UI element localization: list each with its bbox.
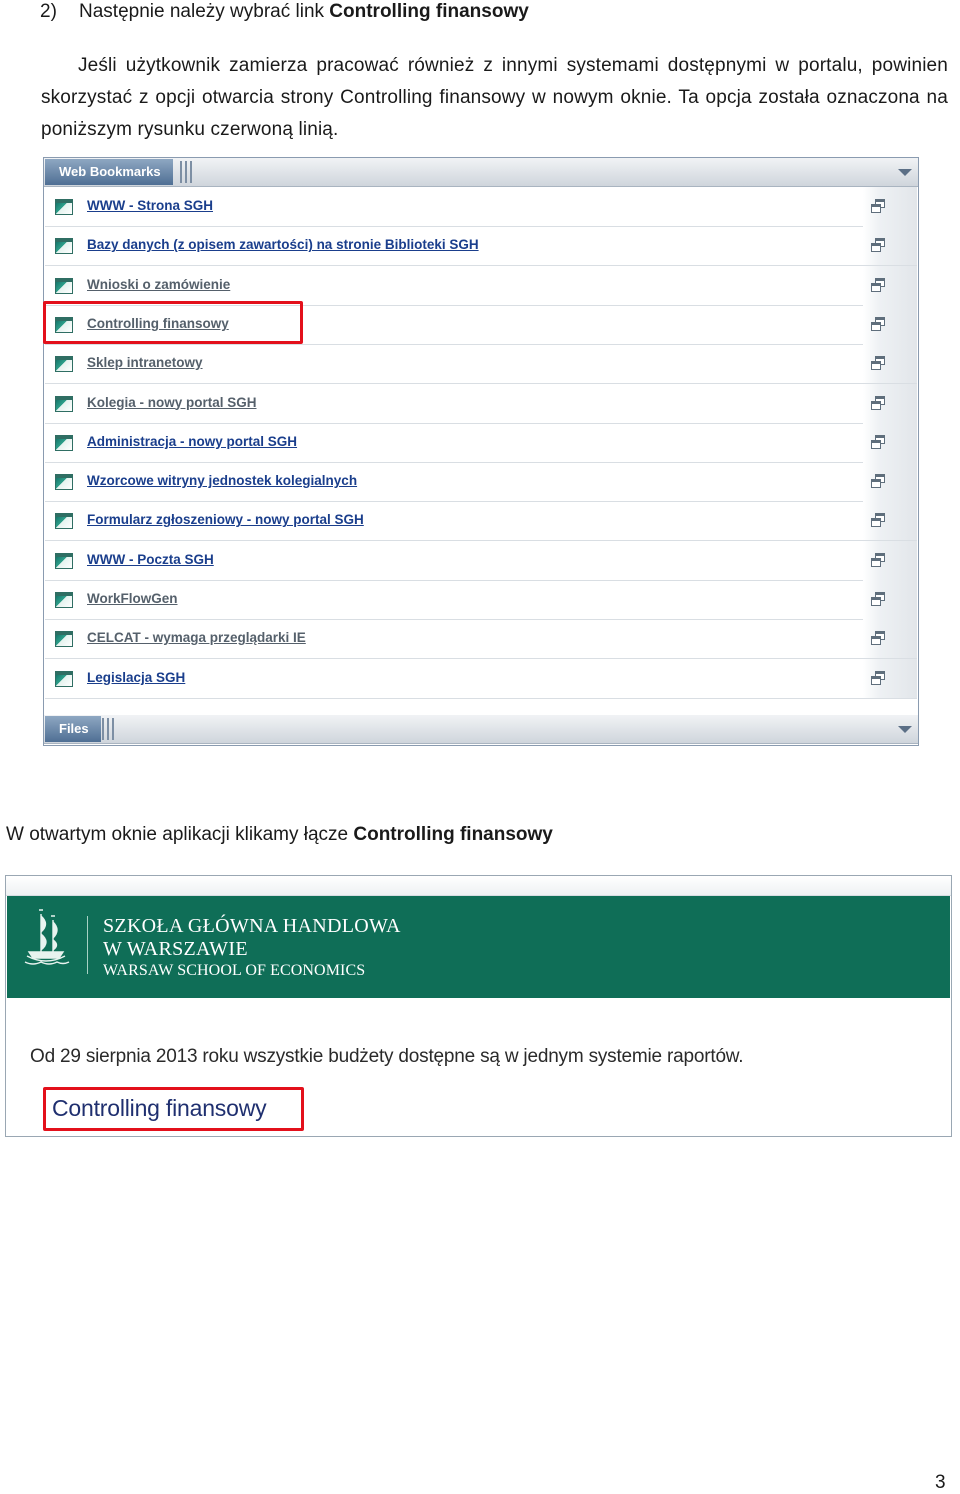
new-window-icon [871,435,885,449]
grip-icon [107,718,109,740]
grip-icon [112,718,114,740]
new-window-icon [871,278,885,292]
open-new-window-button[interactable] [863,226,917,265]
window-front-icon [871,440,881,449]
open-new-window-button[interactable] [863,423,917,462]
bookmark-icon [55,474,73,490]
bookmark-link[interactable]: Kolegia - nowy portal SGH [87,394,257,410]
bookmark-row [45,423,917,463]
open-new-window-button[interactable] [863,462,917,501]
tab-files[interactable]: Files [45,716,101,742]
bookmark-icon [55,356,73,372]
open-new-window-button[interactable] [863,187,917,226]
bookmark-link[interactable]: WWW - Poczta SGH [87,551,214,567]
banner-divider [87,916,88,974]
instruction-caption [6,822,553,848]
bookmark-icon [55,238,73,254]
caption-text: W otwartym oknie aplikacji klikamy łącze [6,824,349,845]
window-front-icon [871,243,881,252]
bookmark-row [45,541,917,581]
bookmark-link[interactable]: WWW - Strona SGH [87,198,213,213]
bookmark-link[interactable]: CELCAT - wymaga przeglądarki IE [87,630,306,646]
bookmark-link[interactable]: Bazy danych (z opisem zawartości) na stronie Biblioteki SGH [87,237,479,253]
web-bookmarks-portlet [43,157,919,746]
new-window-icon [871,671,885,685]
portlet-header [44,158,918,187]
bookmark-row [45,501,917,541]
new-window-icon [871,631,885,645]
open-new-window-button[interactable] [863,344,917,383]
budget-notice: Od 29 sierpnia 2013 roku wszystkie budżety dostępne są w jednym systemie raportów. [30,1046,744,1067]
step-emphasis: Controlling finansowy [329,1,529,22]
open-new-window-button[interactable] [863,541,917,580]
window-front-icon [871,479,881,488]
window-top-strip [6,876,951,896]
bookmark-row [45,384,917,424]
grip-icon [190,161,192,183]
open-new-window-button[interactable] [863,619,917,658]
bookmark-link[interactable]: Wzorcowe witryny jednostek kolegialnych [87,473,358,489]
open-new-window-button[interactable] [863,384,917,423]
expand-arrow-icon[interactable] [898,726,912,733]
caption-emphasis: Controlling finansowy [353,824,553,845]
window-front-icon [871,518,881,527]
bookmark-icon [55,631,73,647]
highlight-frame-link [43,1087,304,1131]
new-window-icon [871,238,885,252]
bookmark-icon [55,553,73,569]
window-front-icon [871,361,881,370]
bookmark-icon [55,396,73,412]
new-window-icon [871,592,885,606]
bookmark-link[interactable]: Administracja - nowy portal SGH [87,433,298,449]
highlight-frame-bookmark [43,301,303,344]
grip-icon [180,161,182,183]
window-front-icon [871,597,881,606]
open-new-window-button[interactable] [863,305,917,344]
bookmark-row [45,226,917,266]
window-front-icon [871,204,881,213]
new-window-icon [871,553,885,567]
new-window-icon [871,199,885,213]
bookmark-icon [55,592,73,608]
new-window-icon [871,356,885,370]
bookmark-row [45,580,917,620]
bookmark-link[interactable]: Wnioski o zamówienie [87,276,231,292]
bookmark-icon [55,435,73,451]
step-heading [40,0,529,24]
bookmark-icon [55,278,73,294]
bookmark-row [45,344,917,384]
banner-line-1: SZKOŁA GŁÓWNA HANDLOWA [103,915,401,937]
window-front-icon [871,401,881,410]
bookmark-row [45,619,917,659]
bookmark-icon [55,513,73,529]
step-text: Następnie należy wybrać link [79,1,325,22]
bookmark-link[interactable]: WorkFlowGen [87,591,178,606]
collapse-arrow-icon[interactable] [898,169,912,176]
tab-web-bookmarks[interactable]: Web Bookmarks [45,159,173,185]
controlling-finansowy-link[interactable]: Controlling finansowy [52,1095,267,1121]
bookmark-row [45,462,917,502]
grip-icon [185,161,187,183]
window-front-icon [871,676,881,685]
window-front-icon [871,636,881,645]
open-new-window-button[interactable] [863,580,917,619]
bookmark-link[interactable]: Legislacja SGH [87,669,186,685]
banner-line-3: WARSAW SCHOOL OF ECONOMICS [103,962,366,979]
sgh-banner [7,896,950,998]
open-new-window-button[interactable] [863,266,917,305]
grip-icon [102,718,104,740]
banner-line-2: W WARSZAWIE [103,938,248,960]
bookmark-link[interactable]: Sklep intranetowy [87,355,203,371]
step-number: 2) [40,1,57,22]
bookmark-link[interactable]: Formularz zgłoszeniowy - nowy portal SGH [87,512,364,528]
page-number: 3 [935,1472,946,1493]
bookmark-row [45,659,917,699]
window-front-icon [871,558,881,567]
bookmark-link[interactable]: Controlling finansowy [87,315,229,331]
ship-crest-icon [19,904,73,974]
open-new-window-button[interactable] [863,501,917,540]
new-window-icon [871,396,885,410]
bookmark-icon [55,671,73,687]
new-window-icon [871,474,885,488]
bookmark-icon [55,199,73,215]
new-window-icon [871,513,885,527]
bookmark-row [45,266,917,306]
new-window-icon [871,317,885,331]
intro-paragraph: Jeśli użytkownik zamierza pracować również z innymi systemami dostępnymi w portalu, powinien skorzystać z opcji otwarcia strony Controlling finansowy w nowym oknie. Ta opcja została oznaczona na poniższym rysunku czerwoną linią. [41,55,948,140]
bookmark-row [45,187,917,227]
window-front-icon [871,322,881,331]
open-new-window-button[interactable] [863,659,917,698]
window-front-icon [871,283,881,292]
portlet-footer [44,715,918,744]
